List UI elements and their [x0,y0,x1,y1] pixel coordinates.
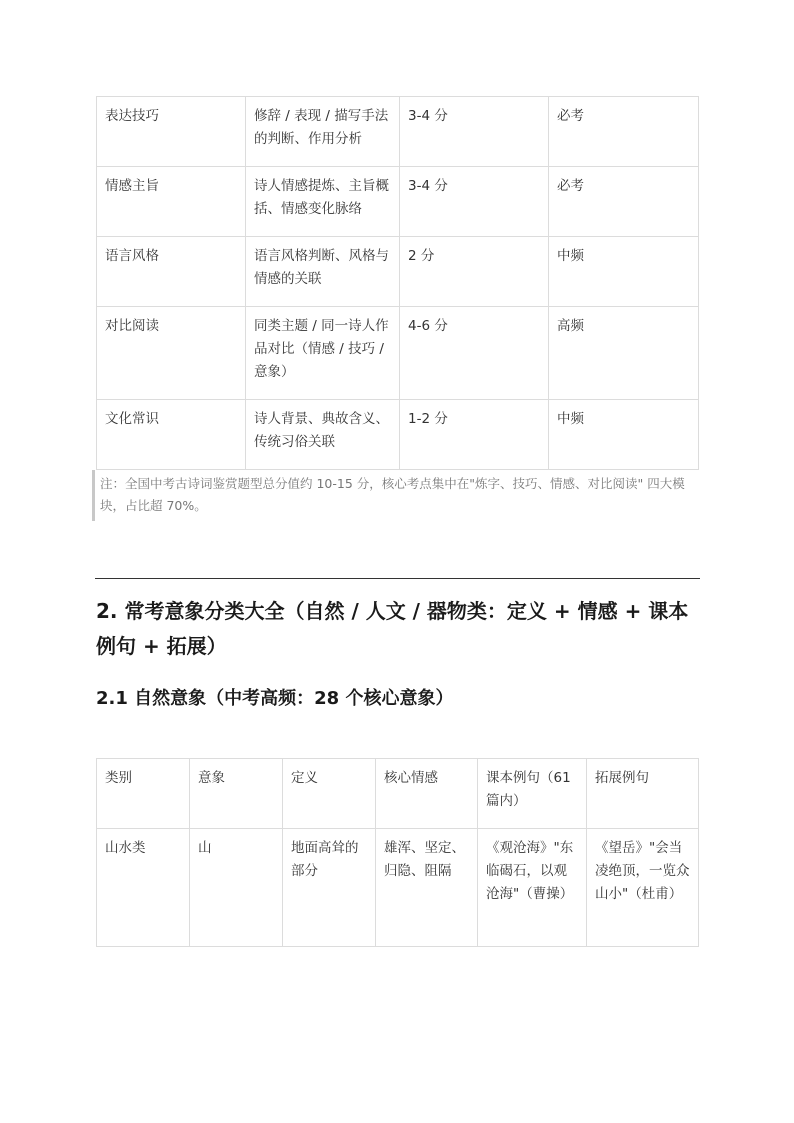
table-cell: 中频 [549,400,699,470]
table-cell: 表达技巧 [97,97,246,167]
table-row [97,237,699,307]
table-cell: 诗人背景、典故含义、传统习俗关联 [246,400,400,470]
column-header: 意象 [190,759,283,829]
exam-points-table [96,96,699,470]
table-cell: 地面高耸的部分 [283,829,376,947]
table-cell: 雄浑、坚定、归隐、阻隔 [376,829,478,947]
table-cell: 语言风格 [97,237,246,307]
table-cell: 3-4 分 [400,167,549,237]
table-cell: 4-6 分 [400,307,549,400]
table-cell: 《望岳》"会当凌绝顶，一览众山小"（杜甫） [587,829,699,947]
table-row [97,829,699,947]
table-cell: 1-2 分 [400,400,549,470]
table-cell: 对比阅读 [97,307,246,400]
section-divider [95,578,700,579]
table-cell: 3-4 分 [400,97,549,167]
table-cell: 修辞 / 表现 / 描写手法的判断、作用分析 [246,97,400,167]
table-cell: 同类主题 / 同一诗人作品对比（情感 / 技巧 / 意象） [246,307,400,400]
subsection-heading: 2.1 自然意象（中考高频：28 个核心意象） [96,688,454,709]
table-row [97,400,699,470]
table-row [97,307,699,400]
table-cell: 必考 [549,167,699,237]
imagery-table [96,758,699,947]
table-cell: 山水类 [97,829,190,947]
table-cell: 必考 [549,97,699,167]
column-header: 拓展例句 [587,759,699,829]
table-cell: 高频 [549,307,699,400]
table-cell: 2 分 [400,237,549,307]
table-cell: 文化常识 [97,400,246,470]
score-note: 注：全国中考古诗词鉴赏题型总分值约 10-15 分，核心考点集中在"炼字、技巧、情感、对比阅读" 四大模块，占比超 70%。 [92,470,698,521]
table-header-row [97,759,699,829]
column-header: 核心情感 [376,759,478,829]
table-cell: 诗人情感提炼、主旨概括、情感变化脉络 [246,167,400,237]
table-cell: 语言风格判断、风格与情感的关联 [246,237,400,307]
column-header: 定义 [283,759,376,829]
table-row [97,167,699,237]
table-cell: 山 [190,829,283,947]
section-heading: 2. 常考意象分类大全（自然 / 人文 / 器物类：定义 + 情感 + 课本例句 + 拓展） [96,599,689,658]
table-cell: 《观沧海》"东临碣石，以观沧海"（曹操） [478,829,587,947]
table-cell: 中频 [549,237,699,307]
table-cell: 情感主旨 [97,167,246,237]
table-row [97,97,699,167]
column-header: 课本例句（61 篇内） [478,759,587,829]
column-header: 类别 [97,759,190,829]
